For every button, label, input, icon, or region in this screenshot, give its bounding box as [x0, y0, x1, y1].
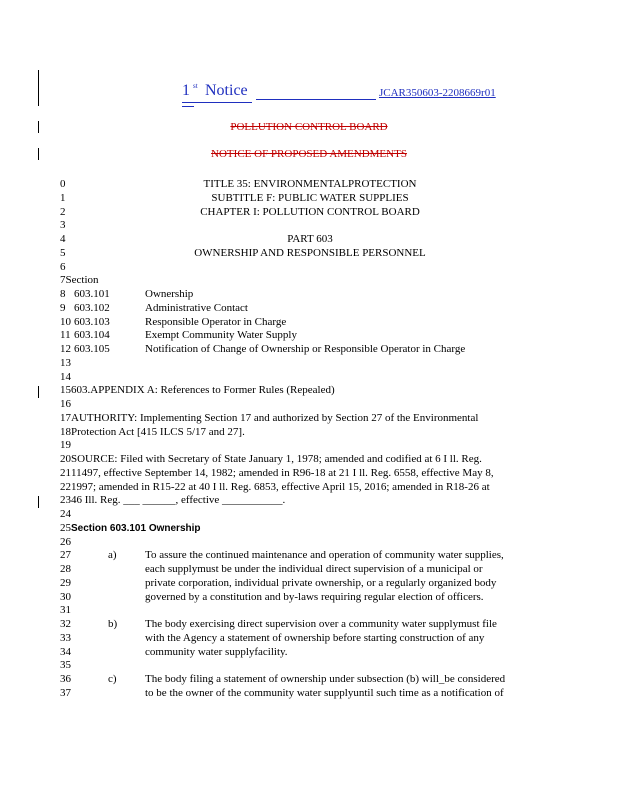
document-line [60, 590, 560, 604]
toc-section-number: 603.103 [74, 315, 110, 328]
document-line [60, 411, 560, 425]
subsection-text: private corporation, individual private ownership, or a regularly organized body [145, 576, 497, 589]
line-number: 31 [60, 604, 71, 617]
document-line [60, 177, 560, 191]
line-number: 1 [60, 191, 66, 204]
line-number: 29 [60, 576, 71, 589]
line-number: 24 [60, 508, 71, 520]
line-number: 19 [60, 439, 71, 452]
document-line [60, 507, 560, 521]
document-line [60, 535, 560, 549]
document-line [60, 617, 560, 631]
centered-heading: CHAPTER I: POLLUTION CONTROL BOARD [200, 205, 420, 218]
line-number: 10 [60, 315, 71, 328]
subsection-text: The body exercising direct supervision over a community water supplymust file [145, 618, 497, 630]
line-text: 603.APPENDIX A: References to Former Rules (Repealed) [71, 384, 335, 397]
section-heading: Section 603.101 Ownership [71, 522, 201, 534]
document-line [60, 273, 560, 287]
line-number: 23 [60, 494, 71, 507]
centered-heading: OWNERSHIP AND RESPONSIBLE PERSONNEL [194, 246, 426, 259]
document-line [60, 658, 560, 672]
subsection-text: each supplymust be under the individual direct supervision of a municipal or [145, 563, 483, 575]
struck-notice-title: NOTICE OF PROPOSED AMENDMENTS [211, 148, 407, 160]
line-number: 30 [60, 590, 71, 603]
document-line [60, 645, 560, 659]
document-line [60, 438, 560, 452]
document-line [60, 383, 560, 397]
notice-number: 1 [182, 82, 190, 99]
subsection-text: community water supplyfacility. [145, 645, 288, 658]
notice-underline [256, 99, 376, 100]
document-line [60, 370, 560, 384]
line-number: 11 [60, 329, 71, 342]
line-number: 36 [60, 673, 71, 685]
line-text: Protection Act [415 ILCS 5/17 and 27]. [71, 425, 245, 438]
toc-section-number: 603.101 [74, 288, 110, 300]
line-number: 9 [60, 301, 66, 314]
line-number: 27 [60, 549, 71, 562]
toc-section-number: 603.105 [74, 343, 110, 355]
notice-superscript: st [193, 82, 198, 90]
document-line [60, 356, 560, 370]
line-number: 15 [60, 384, 71, 397]
document-line [60, 328, 560, 342]
document-line [60, 232, 560, 246]
document-line [60, 315, 560, 329]
line-number: 32 [60, 618, 71, 630]
line-number: 34 [60, 645, 71, 658]
line-number: 33 [60, 631, 71, 644]
line-text: AUTHORITY: Implementing Section 17 and authorized by Section 27 of the Environmental [71, 411, 479, 424]
document-line [60, 672, 560, 686]
line-number: 18 [60, 425, 71, 438]
document-line [60, 260, 560, 274]
centered-heading: SUBTITLE F: PUBLIC WATER SUPPLIES [211, 191, 409, 204]
centered-heading: PART 603 [287, 233, 333, 245]
document-line [60, 603, 560, 617]
document-line [60, 562, 560, 576]
line-number: 26 [60, 535, 71, 548]
document-line [60, 191, 560, 205]
toc-section-number: 603.104 [74, 329, 110, 342]
document-line [60, 493, 560, 507]
line-number: 3 [60, 219, 66, 232]
line-number: 6 [60, 260, 66, 273]
revision-bar [38, 496, 39, 508]
document-line [60, 246, 560, 260]
line-number: 0 [60, 178, 66, 190]
subsection-label: a) [108, 549, 117, 562]
document-line [60, 218, 560, 232]
revision-bar [38, 70, 39, 106]
header-underline [182, 106, 194, 107]
line-text: 1997; amended in R15-22 at 40 I ll. Reg. 6853, effective April 15, 2016; amended in R18-26 at [71, 480, 490, 493]
toc-section-title: Responsible Operator in Charge [145, 315, 287, 328]
revision-bar [38, 386, 39, 398]
line-number: 20 [60, 453, 71, 465]
document-line [60, 521, 560, 535]
document-line [60, 576, 560, 590]
line-number: 14 [60, 370, 71, 383]
toc-section-title: Ownership [145, 288, 194, 300]
line-number: 21 [60, 466, 71, 479]
line-number: 5 [60, 246, 66, 259]
document-line [60, 548, 560, 562]
line-text: 11497, effective September 14, 1982; amended in R96-18 at 21 I ll. Reg. 6558, effective May 8, [71, 466, 494, 479]
document-line [60, 686, 560, 700]
line-number: 22 [60, 480, 71, 493]
document-line [60, 397, 560, 411]
document-line [60, 205, 560, 219]
header-underline [182, 102, 252, 103]
subsection-text: with the Agency a statement of ownership before starting construction of any [145, 631, 485, 644]
toc-section-number: 603.102 [74, 301, 110, 314]
line-number: 4 [60, 233, 66, 245]
toc-section-title: Exempt Community Water Supply [145, 329, 297, 342]
line-text: SOURCE: Filed with Secretary of State January 1, 1978; amended and codified at 6 I ll. Reg. [71, 453, 482, 465]
subsection-label: c) [108, 673, 117, 685]
line-number: 37 [60, 686, 71, 699]
line-text: Section [65, 274, 99, 287]
document-line [60, 342, 560, 356]
toc-section-title: Administrative Contact [145, 301, 248, 314]
line-number: 25 [60, 521, 71, 534]
subsection-label: b) [108, 618, 118, 630]
document-line [60, 480, 560, 494]
subsection-text: The body filing a statement of ownership under subsection (b) will_be considered [145, 673, 506, 685]
line-text: 46 Ill. Reg. ___ ______, effective ___________. [71, 494, 286, 507]
notice-id: JCAR350603-2208669r01 [379, 87, 496, 99]
document-line [60, 631, 560, 645]
line-number: 7 [60, 274, 66, 287]
line-number: 8 [60, 288, 66, 300]
line-number: 2 [60, 205, 66, 218]
line-number: 16 [60, 398, 71, 410]
subsection-text: governed by a constitution and by-laws requiring regular election of officers. [145, 590, 484, 603]
document-line [60, 425, 560, 439]
struck-board-name: POLLUTION CONTROL BOARD [230, 121, 388, 133]
subsection-text: To assure the continued maintenance and operation of community water supplies, [145, 549, 504, 562]
subsection-text: to be the owner of the community water supplyuntil such time as a notification of [145, 686, 504, 699]
toc-section-title: Notification of Change of Ownership or Responsible Operator in Charge [145, 343, 466, 355]
document-line [60, 287, 560, 301]
document-line [60, 301, 560, 315]
line-number: 12 [60, 343, 71, 355]
line-number: 35 [60, 659, 71, 672]
line-number: 13 [60, 356, 71, 369]
notice-word: Notice [205, 82, 248, 99]
line-number: 28 [60, 563, 71, 575]
document-line [60, 466, 560, 480]
line-number: 17 [60, 411, 71, 424]
centered-heading: TITLE 35: ENVIRONMENTALPROTECTION [203, 178, 417, 190]
notice-header [182, 82, 522, 106]
document-line [60, 452, 560, 466]
